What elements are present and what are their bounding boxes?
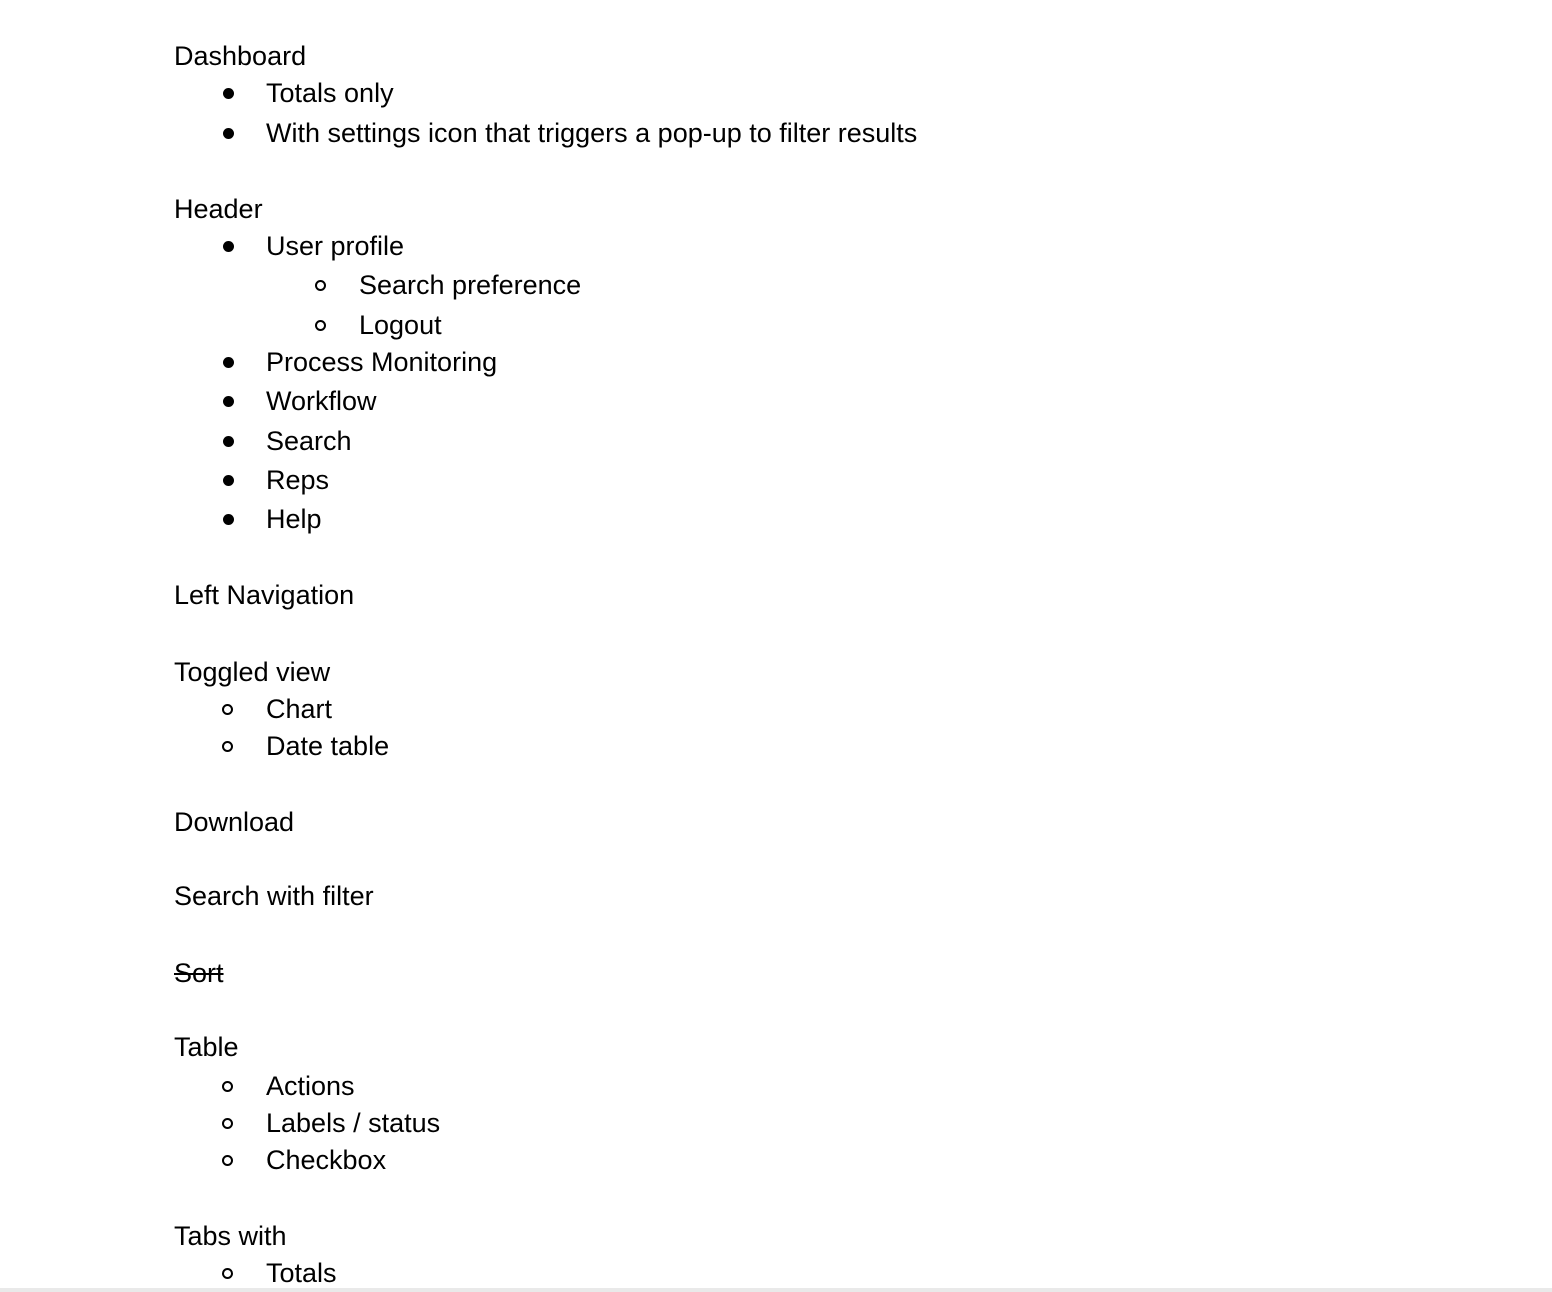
heading-toggled-view: Toggled view [174, 656, 331, 687]
bullet-circle-icon [222, 1118, 233, 1129]
list-item: Chart [220, 693, 332, 725]
bullet-dot-icon [223, 514, 234, 525]
bullet-dot-icon [223, 396, 234, 407]
heading-dashboard: Dashboard [174, 40, 307, 71]
heading-header: Header [174, 193, 263, 224]
bullet-dot-icon [223, 241, 234, 252]
bullet-circle-icon [222, 1155, 233, 1166]
list-item: Process Monitoring [220, 346, 497, 378]
list-item: User profile [220, 230, 404, 262]
bullet-circle-icon [222, 1268, 233, 1279]
list-item: Search [220, 425, 352, 457]
bullet-dot-icon [223, 475, 234, 486]
bullet-dot-icon [223, 436, 234, 447]
list-item: Checkbox [220, 1144, 386, 1176]
bullet-dot-icon [223, 88, 234, 99]
bullet-dot-icon [223, 357, 234, 368]
heading-search-with-filter: Search with filter [174, 880, 374, 911]
list-item: Reps [220, 464, 329, 496]
heading-sort: Sort [174, 957, 224, 988]
heading-left-navigation: Left Navigation [174, 579, 355, 610]
list-item: Totals only [220, 77, 394, 109]
list-item: With settings icon that triggers a pop-up to filter results [220, 117, 917, 149]
list-item: Workflow [220, 385, 377, 417]
bullet-dot-icon [223, 128, 234, 139]
bullet-circle-icon [222, 741, 233, 752]
bullet-circle-icon [222, 1081, 233, 1092]
list-item: Totals [220, 1257, 337, 1289]
heading-tabs-with: Tabs with [174, 1220, 287, 1251]
heading-table: Table [174, 1031, 239, 1062]
sub-list-item: Search preference [313, 269, 581, 301]
sub-list-item: Logout [313, 309, 442, 341]
bullet-circle-icon [222, 704, 233, 715]
bullet-circle-icon [315, 320, 326, 331]
list-item: Actions [220, 1070, 355, 1102]
list-item: Date table [220, 730, 389, 762]
heading-download: Download [174, 806, 295, 837]
list-item: Help [220, 503, 322, 535]
list-item: Labels / status [220, 1107, 440, 1139]
bullet-circle-icon [315, 280, 326, 291]
page-bottom-edge [0, 1288, 1552, 1292]
